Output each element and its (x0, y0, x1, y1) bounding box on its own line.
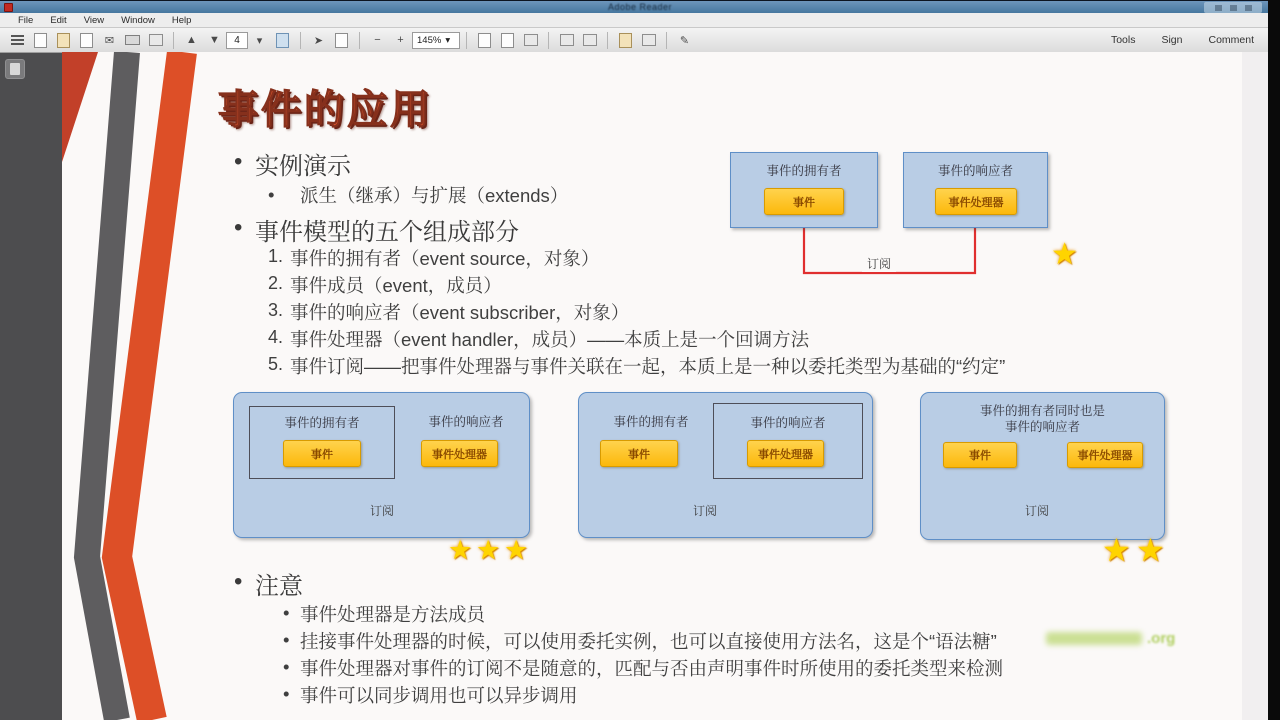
continuous-view-button[interactable] (498, 31, 517, 50)
bullet-icon: • (283, 629, 290, 650)
zoom-level-select[interactable] (412, 32, 460, 49)
save-doc-icon (57, 33, 70, 48)
event-button: 事件 (283, 440, 361, 467)
document-page (62, 52, 1242, 720)
bullet-icon: • (268, 184, 275, 205)
bullet-icon: • (283, 602, 290, 623)
two-page-view-button[interactable] (521, 31, 540, 50)
previous-page-button[interactable]: ▲ (186, 34, 197, 46)
document-icon (34, 33, 47, 48)
owner-is-responder-label-line1: 事件的拥有者同时也是 (979, 404, 1105, 418)
thumbnail-icon (10, 63, 20, 75)
scrollbar-track[interactable] (1242, 52, 1268, 720)
sign-pen-icon[interactable]: ✎ (679, 34, 690, 47)
responder-label: 事件的响应者 (750, 416, 826, 430)
owner-is-responder-label-line2: 事件的响应者 (1004, 420, 1080, 434)
save-icon[interactable] (54, 31, 73, 50)
star-icon: ★ (448, 535, 473, 565)
minimize-button[interactable] (1215, 5, 1222, 11)
hand-tool-button[interactable] (273, 31, 292, 50)
owner-label: 事件的拥有者 (766, 164, 842, 178)
note-item-1: 事件处理器是方法成员 (300, 604, 486, 625)
rotate-left-button[interactable] (557, 31, 576, 50)
bullet-icon: • (283, 656, 290, 677)
content-area (0, 53, 1280, 720)
sidebar-toggle-icon[interactable] (8, 31, 27, 50)
email-icon[interactable]: ✉ (104, 34, 115, 47)
owner-label: 事件的拥有者 (284, 416, 360, 430)
star-icon: ★ (1136, 532, 1165, 568)
event-button: 事件 (600, 440, 678, 467)
title-bar (0, 0, 1280, 13)
page-view-button[interactable] (332, 31, 351, 50)
event-handler-button: 事件处理器 (935, 188, 1017, 215)
single-page-view-button[interactable] (475, 31, 494, 50)
toolbar-separator (173, 32, 174, 49)
list-marker: 1. (268, 246, 284, 266)
select-tool-button[interactable]: ➤ (313, 34, 324, 47)
printer-icon (125, 35, 140, 45)
star-icon: ★ (476, 535, 501, 565)
rotate-right-icon (583, 34, 597, 46)
list-marker: 3. (268, 300, 284, 320)
print-icon[interactable] (77, 31, 96, 50)
zoom-in-button[interactable]: + (397, 34, 404, 46)
annotate-icon (642, 34, 656, 46)
star-icon: ★ (1051, 238, 1078, 271)
window-title: Adobe Reader (607, 2, 673, 12)
two-page-icon (524, 34, 538, 46)
zoom-level-value: 145% (417, 34, 442, 46)
tools-button[interactable]: Tools (1110, 34, 1136, 46)
rotate-left-icon (560, 34, 574, 46)
toolbar (0, 28, 1280, 53)
print-doc-icon (80, 33, 93, 48)
event-button: 事件 (764, 188, 844, 215)
toolbar-separator (666, 32, 667, 49)
hamburger-icon (11, 35, 24, 45)
open-file-icon[interactable] (31, 31, 50, 50)
maximize-button[interactable] (1230, 5, 1237, 11)
bullet-demo: 实例演示 (255, 153, 351, 180)
event-handler-button: 事件处理器 (747, 440, 824, 467)
subscribe-label: 订阅 (365, 502, 399, 519)
bullet-icon: • (234, 148, 243, 175)
toolbar-right-panel (1111, 34, 1280, 46)
corner-red-wedge (62, 52, 98, 162)
bullet-model: 事件模型的五个组成部分 (255, 219, 519, 246)
note-item-3: 事件处理器对事件的订阅不是随意的，匹配与否由声明事件时所使用的委托类型来检测 (300, 658, 1004, 679)
watermark-text: .org (1147, 630, 1176, 647)
note-title: 注意 (255, 573, 303, 600)
toolbar-separator (607, 32, 608, 49)
list-item-3: 事件的响应者（event subscriber，对象） (290, 302, 630, 323)
page-nav-caret-icon[interactable]: ▾ (256, 34, 263, 47)
printer-button[interactable] (123, 31, 142, 50)
window-controls[interactable] (1204, 2, 1262, 13)
rotate-right-button[interactable] (580, 31, 599, 50)
watermark-smudge (1046, 632, 1142, 645)
page-thumb-icon (335, 33, 348, 48)
bullet-icon: • (234, 214, 243, 241)
note-item-4: 事件可以同步调用也可以异步调用 (300, 685, 578, 706)
bullet-icon: • (283, 683, 290, 704)
list-item-1: 事件的拥有者（event source，对象） (290, 248, 600, 269)
event-handler-button: 事件处理器 (421, 440, 498, 467)
highlight-icon (619, 33, 632, 48)
bullet-demo-sub: 派生（继承）与扩展（extends） (300, 185, 569, 206)
note-item-2: 挂接事件处理器的时候，可以使用委托实例，也可以直接使用方法名，这是个“语法糖” (300, 631, 997, 652)
screen-right-edge (1268, 0, 1280, 720)
subscribe-label: 订阅 (688, 502, 722, 519)
zoom-out-button[interactable]: − (374, 34, 381, 46)
menu-window[interactable]: Window (121, 14, 155, 26)
hand-tool-icon (276, 33, 289, 48)
snapshot-icon (149, 34, 163, 46)
list-item-5: 事件订阅——把事件处理器与事件关联在一起，本质上是一种以委托类型为基础的“约定” (290, 356, 1006, 377)
annotate-button[interactable] (639, 31, 658, 50)
highlight-button[interactable] (616, 31, 635, 50)
toolbar-separator (466, 32, 467, 49)
continuous-view-icon (501, 33, 514, 48)
list-item-2: 事件成员（event，成员） (290, 275, 502, 296)
star-icon: ★ (1102, 532, 1131, 568)
snapshot-button[interactable] (146, 31, 165, 50)
responder-label: 事件的响应者 (937, 164, 1013, 178)
subscribe-label: 订阅 (862, 255, 896, 272)
list-item-4: 事件处理器（event handler，成员）——本质上是一个回调方法 (290, 329, 810, 350)
menu-edit[interactable]: Edit (50, 14, 67, 26)
sign-button[interactable]: Sign (1161, 34, 1183, 46)
list-marker: 2. (268, 273, 284, 293)
menu-file[interactable]: File (18, 14, 34, 26)
event-button: 事件 (943, 442, 1017, 468)
slide-title: 事件的应用 (218, 88, 433, 132)
next-page-button[interactable]: ▼ (209, 34, 220, 46)
subscribe-label: 订阅 (1020, 502, 1054, 519)
watermark (1046, 630, 1175, 647)
event-handler-button: 事件处理器 (1067, 442, 1143, 468)
bullet-icon: • (234, 568, 243, 595)
responder-label: 事件的响应者 (428, 415, 504, 429)
single-page-icon (478, 33, 491, 48)
toolbar-separator (548, 32, 549, 49)
star-icon: ★ (504, 535, 529, 565)
menu-bar (0, 13, 1280, 28)
owner-label: 事件的拥有者 (613, 415, 689, 429)
toolbar-separator (300, 32, 301, 49)
list-marker: 4. (268, 327, 284, 347)
page-thumbnails-panel-button[interactable] (5, 59, 25, 79)
zoom-caret-icon: ▾ (445, 34, 451, 46)
menu-help[interactable]: Help (171, 14, 192, 26)
list-marker: 5. (268, 354, 284, 374)
page-number-input[interactable] (226, 32, 248, 49)
close-button[interactable] (1245, 5, 1252, 11)
toolbar-separator (359, 32, 360, 49)
menu-view[interactable]: View (83, 14, 105, 26)
comment-button[interactable]: Comment (1208, 34, 1254, 46)
